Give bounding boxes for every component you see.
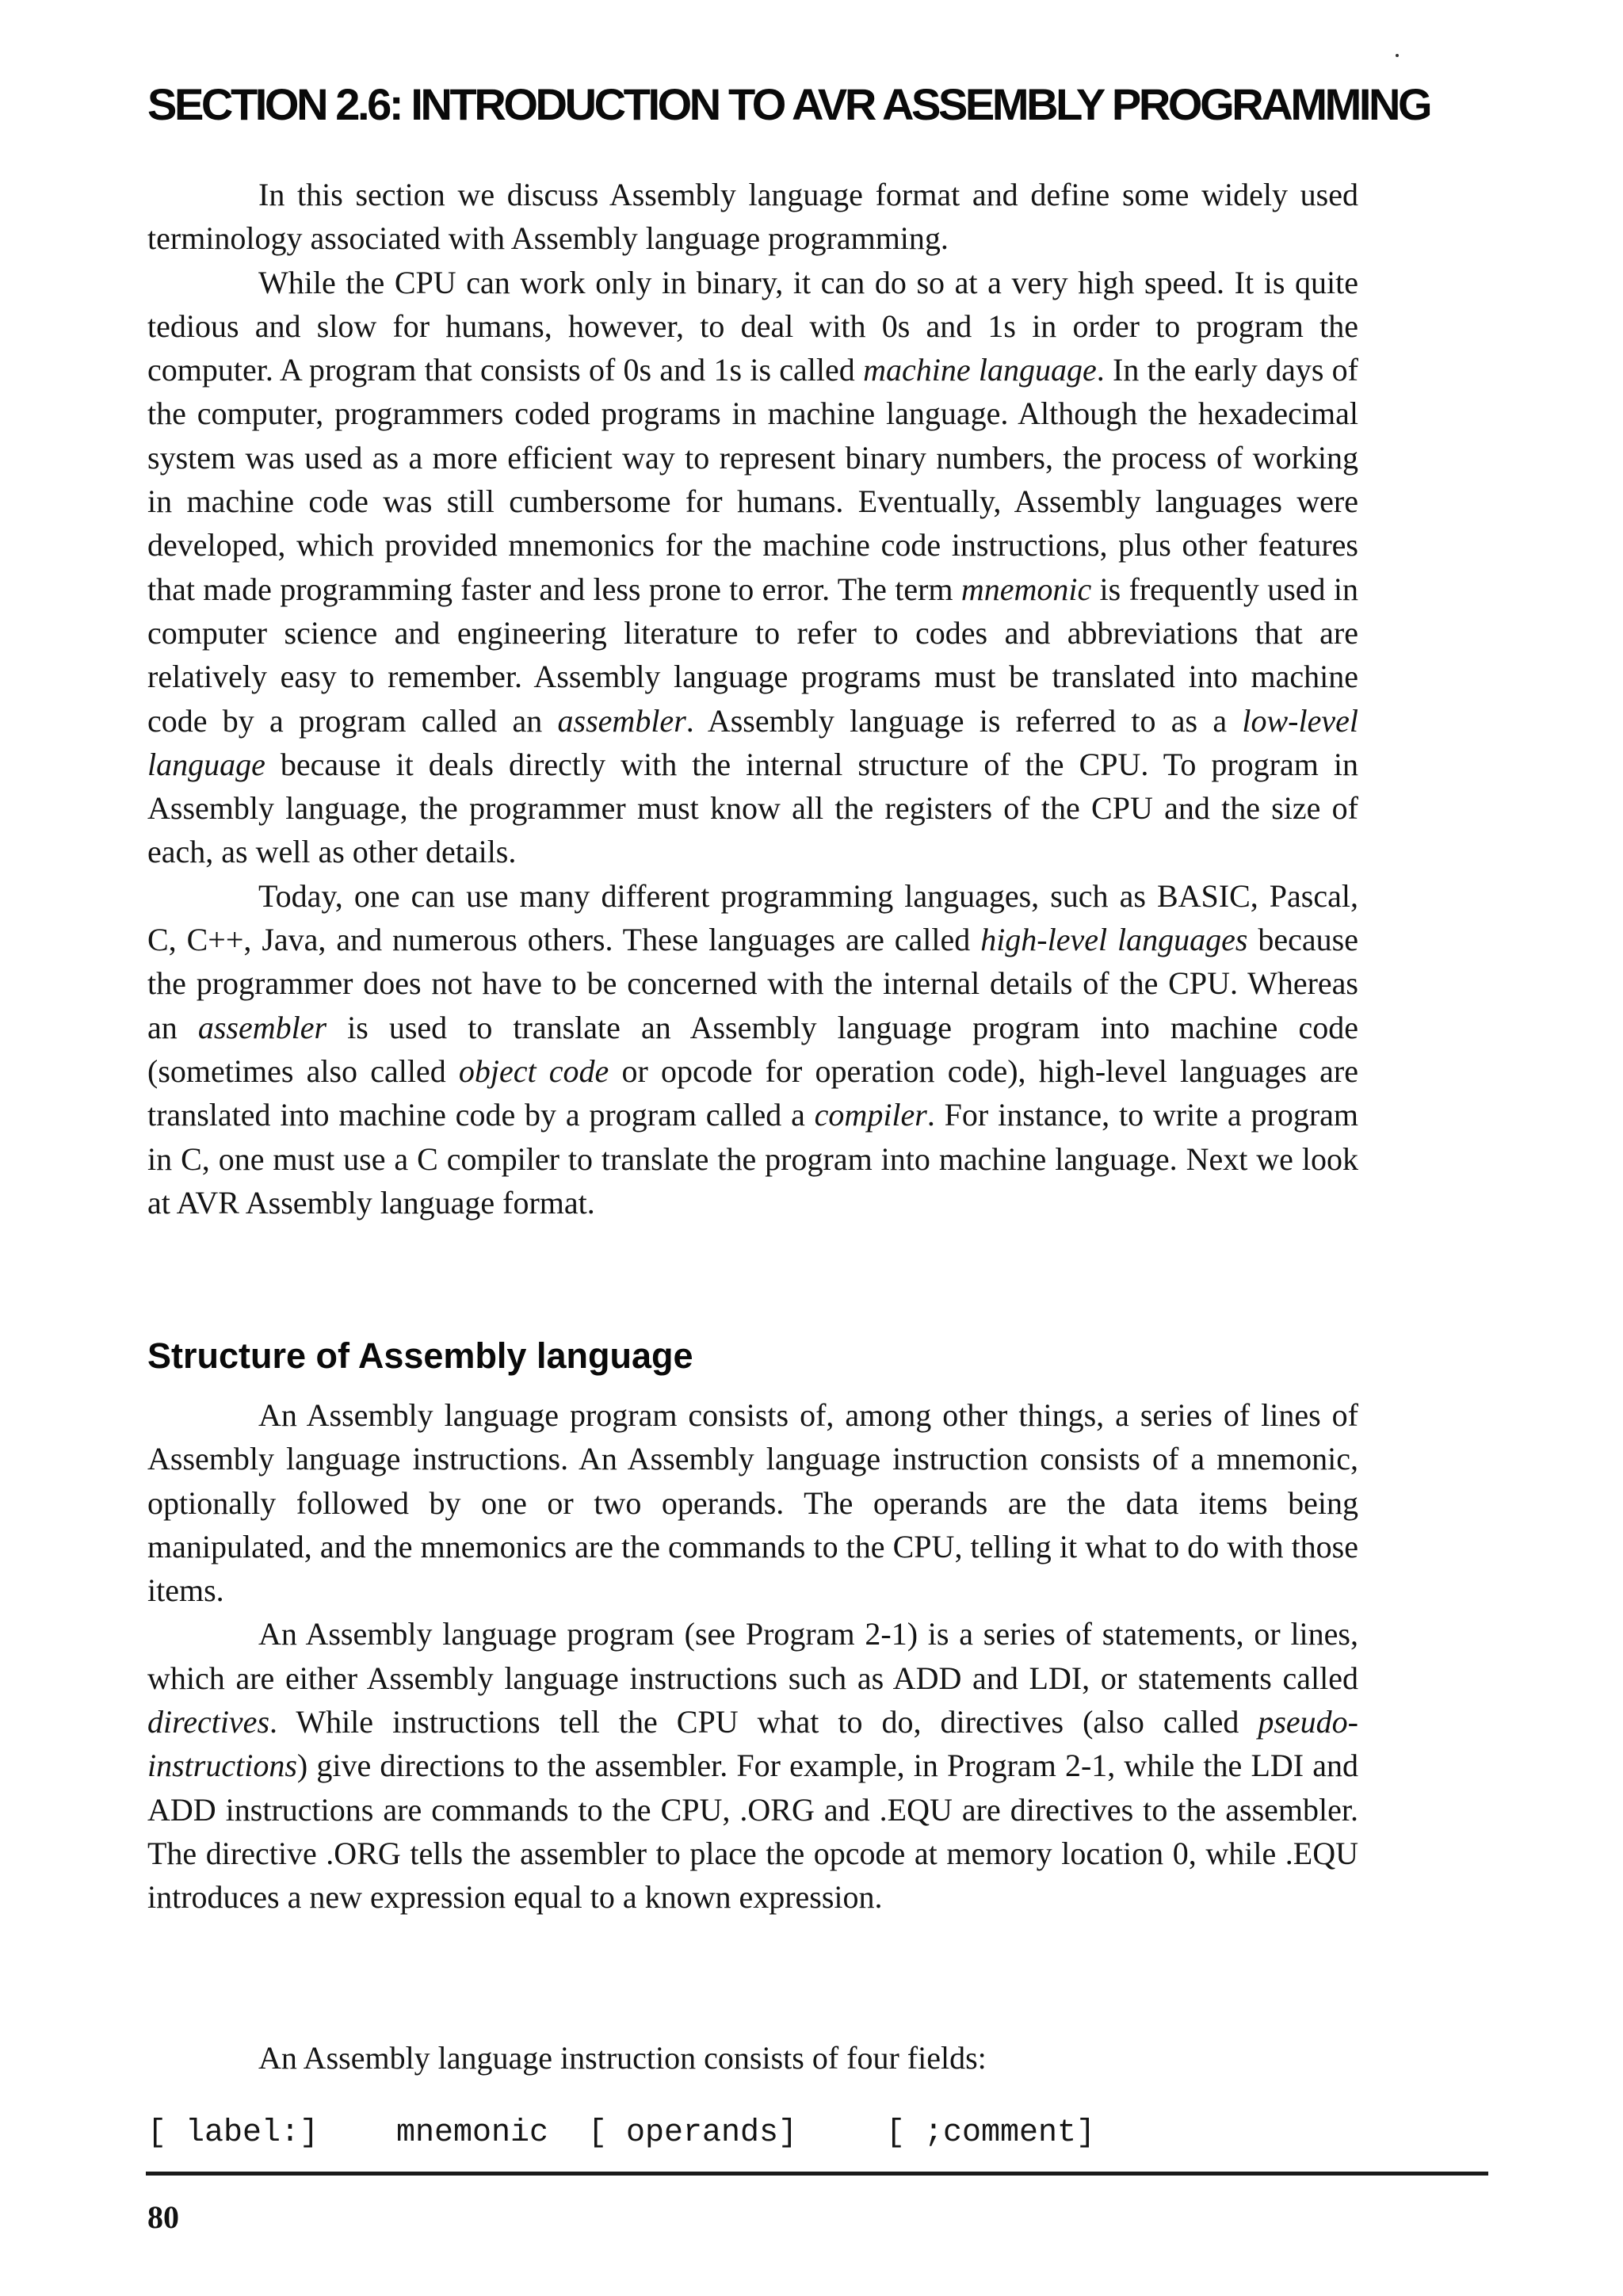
italic-term: machine language	[863, 352, 1097, 388]
text-run: . Assembly language is referred to as a	[685, 702, 1243, 739]
structure-text-block	[147, 1393, 1358, 1920]
format-comment-field: [ ;comment]	[886, 2115, 1096, 2151]
italic-term: compiler	[814, 1097, 927, 1133]
text-run: . For instance, to write a program in C, one must use a C compiler to translate the program into machine language. Next we look at AVR Assembly language format.	[147, 1097, 1359, 1221]
text-run: or opcode for operation code), high-level languages are translated into machine code by a program called a	[147, 1052, 1358, 1133]
italic-term: assembler	[557, 702, 686, 739]
text-run: because it deals directly with the internal structure of the CPU. To program in Assembly language, the programmer must know all the registers of the CPU and the size of each, as well as other details.	[147, 746, 1358, 870]
text-run: is used to translate an Assembly language program into machine code (sometimes also called	[147, 1009, 1358, 1089]
page-number: 80	[147, 2199, 179, 2235]
intro-text-block	[147, 173, 1358, 1224]
subheading: Structure of Assembly language	[147, 1335, 693, 1376]
format-mnemonic-field: mnemonic	[396, 2115, 549, 2151]
italic-term: low-level language	[147, 702, 1358, 782]
text-run: is frequently used in computer science and engineering literature to refer to codes and abbreviations that are relatively easy to remember. Assembly language programs must be translated into machine code by a program called an	[147, 571, 1358, 739]
text-run: While the CPU can work only in binary, it can do so at a very high speed. It is quite tedious and slow for humans, however, to deal with 0s and 1s in order to program the computer. A program that consists of 0s and 1s is called	[147, 264, 1358, 388]
scan-speck	[1396, 54, 1399, 57]
format-label-field: [ label:]	[147, 2115, 319, 2151]
section-title: SECTION 2.6: INTRODUCTION TO AVR ASSEMBLY PROGRAMMING	[147, 79, 1430, 129]
italic-term: high-level languages	[980, 922, 1248, 958]
paragraph	[147, 1393, 1358, 1612]
footer-rule	[146, 2172, 1488, 2176]
text-run: An Assembly language program consists of, among other things, a series of lines of Assembly language instructions. An Assembly language instruction consists of a mnemonic, optionally followed by one or two operands. The operands are the data items being manipulated, and the mnemonics are the commands to the CPU, telling it what to do with those items.	[147, 1397, 1358, 1609]
italic-term: assembler	[197, 1009, 327, 1045]
paragraph	[147, 261, 1358, 874]
text-run: Today, one can use many different programming languages, such as BASIC, Pascal, C, C++, Java, and numerous others. These languages are called	[147, 877, 1358, 958]
paragraph	[147, 874, 1358, 1224]
italic-term: object code	[458, 1052, 609, 1089]
format-operands-field: [ operands]	[588, 2115, 798, 2151]
italic-term: directives	[147, 1704, 270, 1740]
text-run: . In the early days of the computer, programmers coded programs in machine language. Although the hexadecimal system was used as a more efficient way to represent binary numbers, the process of working in machine code was still cumbersome for humans. Eventually, Assembly languages were developed, which provided mnemonics for the machine code instructions, plus other features that made programming faster and less prone to error. The term	[147, 352, 1358, 607]
italic-term: mnemonic	[960, 571, 1092, 607]
paragraph	[147, 173, 1358, 261]
text-run: because the programmer does not have to be concerned with the internal details of the CPU. Whereas an	[147, 922, 1358, 1045]
text-run: ) give directions to the assembler. For example, in Program 2-1, while the LDI and ADD instructions are commands to the CPU, .ORG and .EQU are directives to the assembler. The directive .ORG tells the assembler to place the opcode at memory location 0, while .EQU introduces a new expression equal to a known expression.	[147, 1748, 1358, 1916]
text-run: An Assembly language program (see Program 2-1) is a series of statements, or lines, which are either Assembly language instructions such as ADD and LDI, or statements called	[147, 1616, 1358, 1696]
italic-term: pseudo-instructions	[147, 1704, 1358, 1784]
fields-intro-sentence: An Assembly language instruction consists of four fields:	[258, 2040, 987, 2076]
paragraph	[147, 1612, 1358, 1919]
text-run: In this section we discuss Assembly language format and define some widely used terminology associated with Assembly language programming.	[147, 177, 1358, 257]
text-run: . While instructions tell the CPU what to do, directives (also called	[269, 1704, 1258, 1740]
